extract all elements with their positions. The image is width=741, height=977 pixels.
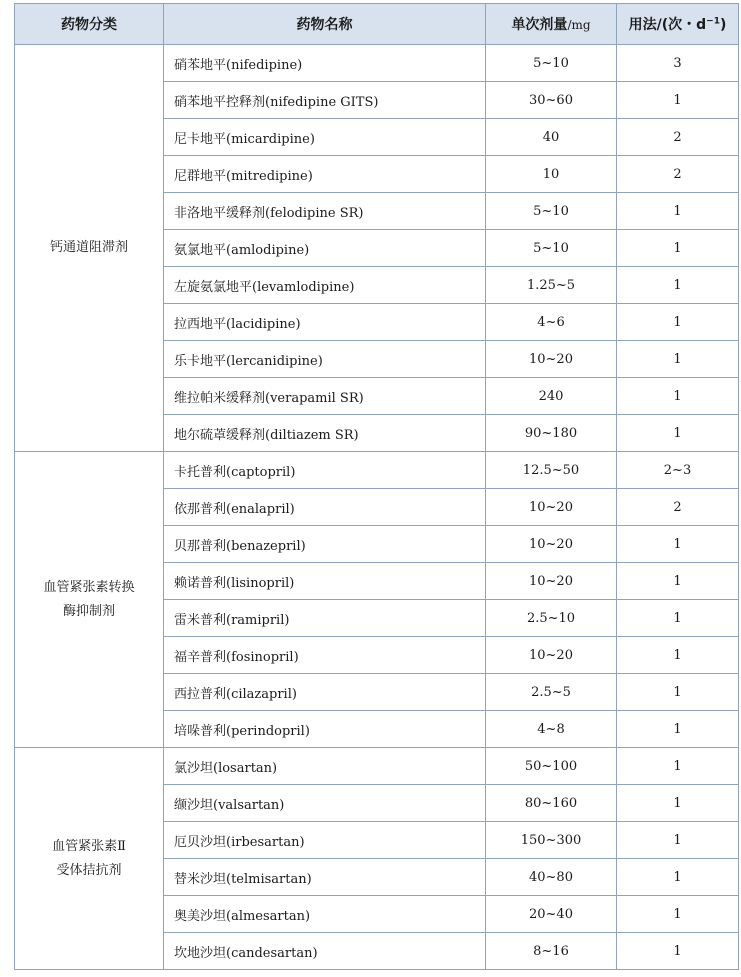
frequency-cell: 1 [617,933,739,970]
header-freq-label: 用法/(次・d [628,17,707,33]
dose-cell: 50~100 [486,748,617,785]
dose-cell: 80~160 [486,785,617,822]
drug-name-cell: 缬沙坦(valsartan) [164,785,486,822]
dose-cell: 10~20 [486,637,617,674]
frequency-cell: 1 [617,785,739,822]
dose-cell: 150~300 [486,822,617,859]
dose-cell: 4~8 [486,711,617,748]
table-row [15,748,739,785]
category-cell [15,45,164,452]
frequency-cell: 2 [617,156,739,193]
drug-name-cell: 非洛地平缓释剂(felodipine SR) [164,193,486,230]
dose-cell: 10~20 [486,526,617,563]
dose-cell: 40 [486,119,617,156]
dose-cell: 10 [486,156,617,193]
dose-cell: 240 [486,378,617,415]
frequency-cell: 1 [617,822,739,859]
frequency-cell: 1 [617,637,739,674]
header-dose [486,4,617,45]
header-frequency [617,4,739,45]
table-row [15,45,739,82]
table-header [15,4,739,45]
category-label-line: 酶抑制剂 [62,603,115,619]
frequency-cell: 1 [617,600,739,637]
drug-dosage-table [14,3,739,970]
drug-name-cell: 维拉帕米缓释剂(verapamil SR) [164,378,486,415]
dose-cell: 5~10 [486,45,617,82]
drug-name-cell: 地尔硫䓬缓释剂(diltiazem SR) [164,415,486,452]
drug-name-cell: 硝苯地平(nifedipine) [164,45,486,82]
drug-name-cell: 培哚普利(perindopril) [164,711,486,748]
frequency-cell: 1 [617,859,739,896]
dose-cell: 2.5~10 [486,600,617,637]
drug-name-cell: 卡托普利(captopril) [164,452,486,489]
frequency-cell: 2 [617,489,739,526]
drug-name-cell: 奥美沙坦(almesartan) [164,896,486,933]
table-body [15,45,739,970]
drug-name-cell: 福辛普利(fosinopril) [164,637,486,674]
drug-name-cell: 硝苯地平控释剂(nifedipine GITS) [164,82,486,119]
drug-name-cell: 贝那普利(benazepril) [164,526,486,563]
frequency-cell: 1 [617,267,739,304]
header-row [15,4,739,45]
frequency-cell: 1 [617,711,739,748]
drug-name-cell: 厄贝沙坦(irbesartan) [164,822,486,859]
dose-cell: 1.25~5 [486,267,617,304]
frequency-cell: 1 [617,230,739,267]
drug-name-cell: 氯沙坦(losartan) [164,748,486,785]
frequency-cell: 1 [617,378,739,415]
frequency-cell: 1 [617,896,739,933]
frequency-cell: 1 [617,193,739,230]
dose-cell: 10~20 [486,563,617,600]
frequency-cell: 1 [617,82,739,119]
header-freq-superscript: −1 [706,16,720,27]
drug-name-cell: 尼群地平(mitredipine) [164,156,486,193]
drug-name-cell: 赖诺普利(lisinopril) [164,563,486,600]
drug-name-cell: 替米沙坦(telmisartan) [164,859,486,896]
frequency-cell: 1 [617,341,739,378]
drug-name-cell: 坎地沙坦(candesartan) [164,933,486,970]
category-label-line: 血管紧张素转换 [43,579,135,595]
dose-cell: 30~60 [486,82,617,119]
drug-name-cell: 雷米普利(ramipril) [164,600,486,637]
frequency-cell: 1 [617,415,739,452]
frequency-cell: 3 [617,45,739,82]
dose-cell: 10~20 [486,489,617,526]
table-row [15,452,739,489]
header-category: 药物分类 [15,4,164,45]
category-label-line: 血管紧张素Ⅱ [52,838,126,854]
drug-name-cell: 氨氯地平(amlodipine) [164,230,486,267]
header-dose-unit: /mg [567,18,591,32]
frequency-cell: 1 [617,563,739,600]
dose-cell: 5~10 [486,230,617,267]
drug-name-cell: 依那普利(enalapril) [164,489,486,526]
drug-name-cell: 乐卡地平(lercanidipine) [164,341,486,378]
drug-name-cell: 西拉普利(cilazapril) [164,674,486,711]
drug-dosage-table-container [14,3,738,970]
drug-name-cell: 左旋氨氯地平(levamlodipine) [164,267,486,304]
drug-name-cell: 拉西地平(lacidipine) [164,304,486,341]
dose-cell: 10~20 [486,341,617,378]
dose-cell: 40~80 [486,859,617,896]
header-dose-label: 单次剂量 [511,17,568,33]
dose-cell: 5~10 [486,193,617,230]
frequency-cell: 1 [617,674,739,711]
frequency-cell: 1 [617,748,739,785]
frequency-cell: 2 [617,119,739,156]
category-cell [15,748,164,970]
dose-cell: 4~6 [486,304,617,341]
drug-name-cell: 尼卡地平(micardipine) [164,119,486,156]
dose-cell: 20~40 [486,896,617,933]
category-label-line: 钙通道阻滞剂 [49,240,128,255]
frequency-cell: 1 [617,304,739,341]
header-drug-name: 药物名称 [164,4,486,45]
dose-cell: 90~180 [486,415,617,452]
dose-cell: 8~16 [486,933,617,970]
header-freq-close: ) [719,17,727,33]
category-label-line: 受体拮抗剂 [56,862,122,878]
frequency-cell: 2~3 [617,452,739,489]
frequency-cell: 1 [617,526,739,563]
dose-cell: 12.5~50 [486,452,617,489]
category-cell [15,452,164,748]
dose-cell: 2.5~5 [486,674,617,711]
